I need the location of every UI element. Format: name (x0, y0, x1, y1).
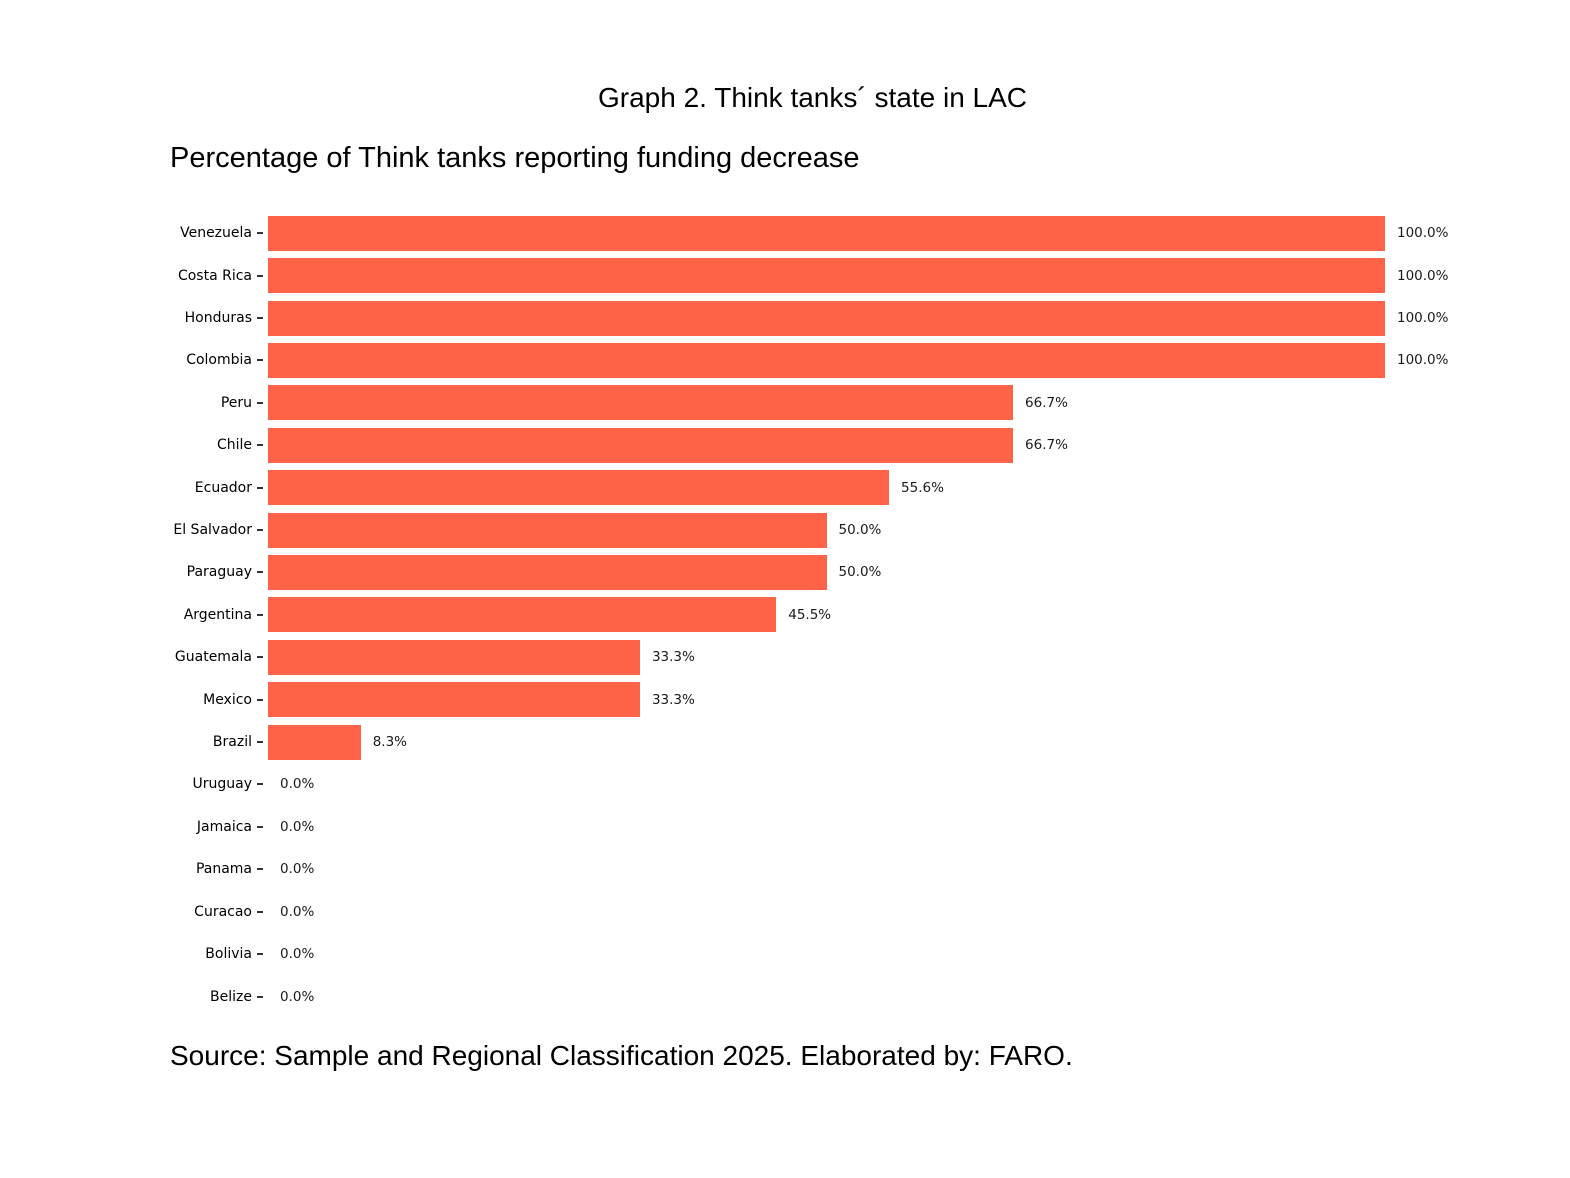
value-label: 0.0% (280, 818, 315, 835)
bar-area (268, 509, 1570, 551)
category-label: Belize (210, 988, 252, 1005)
value-label: 0.0% (280, 861, 315, 878)
bar (268, 555, 827, 590)
bar-area (268, 763, 1570, 805)
value-label: 0.0% (280, 988, 315, 1005)
bar-row (0, 594, 1570, 636)
y-tick (257, 359, 263, 361)
bar (268, 640, 640, 675)
category-label: Venezuela (180, 225, 252, 242)
y-tick (257, 402, 263, 404)
bar-row (0, 763, 1570, 805)
y-tick (257, 996, 263, 998)
bar (268, 682, 640, 717)
category-label: Guatemala (174, 649, 252, 666)
bar-area (268, 212, 1570, 254)
bar (268, 301, 1385, 336)
category-label: Paraguay (186, 564, 252, 581)
value-label: 33.3% (651, 691, 695, 708)
category-label: Curacao (194, 903, 252, 920)
bar-row (0, 382, 1570, 424)
value-label: 0.0% (280, 946, 315, 963)
bar (268, 258, 1385, 293)
bar-row (0, 339, 1570, 381)
value-label: 50.0% (838, 564, 882, 581)
bar-row (0, 975, 1570, 1017)
y-tick (257, 741, 263, 743)
y-tick (257, 275, 263, 277)
bar-area (268, 339, 1570, 381)
category-label: Jamaica (196, 818, 252, 835)
bar-row (0, 891, 1570, 933)
bar-area (268, 466, 1570, 508)
bar-area (268, 382, 1570, 424)
category-label: Ecuador (194, 479, 252, 496)
bar (268, 513, 827, 548)
bar-area (268, 848, 1570, 890)
y-tick (257, 529, 263, 531)
bar-area (268, 254, 1570, 296)
y-tick (257, 232, 263, 234)
category-label: Bolivia (205, 946, 252, 963)
category-label: Peru (220, 394, 252, 411)
category-label: Chile (216, 437, 252, 454)
value-label: 0.0% (280, 776, 315, 793)
y-tick (257, 444, 263, 446)
y-tick (257, 826, 263, 828)
category-label: Panama (195, 861, 252, 878)
category-label: Mexico (203, 691, 252, 708)
bar-area (268, 424, 1570, 466)
y-tick (257, 614, 263, 616)
value-label: 100.0% (1397, 267, 1449, 284)
value-label: 55.6% (901, 479, 944, 496)
bar-area (268, 806, 1570, 848)
y-tick (257, 487, 263, 489)
bar-area (268, 678, 1570, 720)
bar-area (268, 975, 1570, 1017)
value-label: 33.3% (651, 649, 695, 666)
category-label: El Salvador (173, 522, 252, 539)
bar-row (0, 721, 1570, 763)
bar (268, 597, 776, 632)
value-label: 45.5% (788, 606, 832, 623)
y-tick (257, 656, 263, 658)
value-label: 100.0% (1397, 352, 1449, 369)
value-label: 50.0% (838, 522, 882, 539)
bar (268, 470, 889, 505)
y-tick (257, 317, 263, 319)
value-label: 100.0% (1397, 310, 1449, 327)
value-label: 66.7% (1025, 437, 1068, 454)
bar-row (0, 212, 1570, 254)
bar-area (268, 297, 1570, 339)
bar-row (0, 848, 1570, 890)
bar (268, 385, 1013, 420)
y-tick (257, 953, 263, 955)
source-note: Source: Sample and Regional Classification 2025. Elaborated by: FARO. (170, 1040, 1073, 1071)
y-tick (257, 699, 263, 701)
value-label: 100.0% (1397, 225, 1449, 242)
category-label: Uruguay (192, 776, 252, 793)
category-label: Honduras (184, 310, 252, 327)
bar-row (0, 933, 1570, 975)
y-tick (257, 868, 263, 870)
bar-area (268, 594, 1570, 636)
bar (268, 725, 361, 760)
category-label: Brazil (212, 734, 252, 751)
y-tick (257, 783, 263, 785)
bar-area (268, 933, 1570, 975)
category-label: Argentina (183, 606, 252, 623)
bar-area (268, 891, 1570, 933)
bar-row (0, 509, 1570, 551)
bar-row (0, 806, 1570, 848)
bar-area (268, 636, 1570, 678)
y-tick (257, 911, 263, 913)
chart-subtitle: Percentage of Think tanks reporting funding decrease (170, 142, 860, 174)
bar-row (0, 551, 1570, 593)
category-label: Colombia (186, 352, 252, 369)
bar-row (0, 424, 1570, 466)
bar-row (0, 466, 1570, 508)
bar-area (268, 551, 1570, 593)
chart-title: Graph 2. Think tanks´ state in LAC (597, 82, 1028, 113)
category-label: Costa Rica (177, 267, 252, 284)
bar-row (0, 636, 1570, 678)
bar-row (0, 254, 1570, 296)
y-tick (257, 571, 263, 573)
value-label: 0.0% (280, 903, 315, 920)
bar-area (268, 721, 1570, 763)
bar (268, 343, 1385, 378)
bar-row (0, 678, 1570, 720)
value-label: 66.7% (1025, 394, 1068, 411)
bar-row (0, 297, 1570, 339)
bar (268, 428, 1013, 463)
bar-chart (0, 212, 1570, 1018)
value-label: 8.3% (372, 734, 408, 751)
bar (268, 216, 1385, 251)
